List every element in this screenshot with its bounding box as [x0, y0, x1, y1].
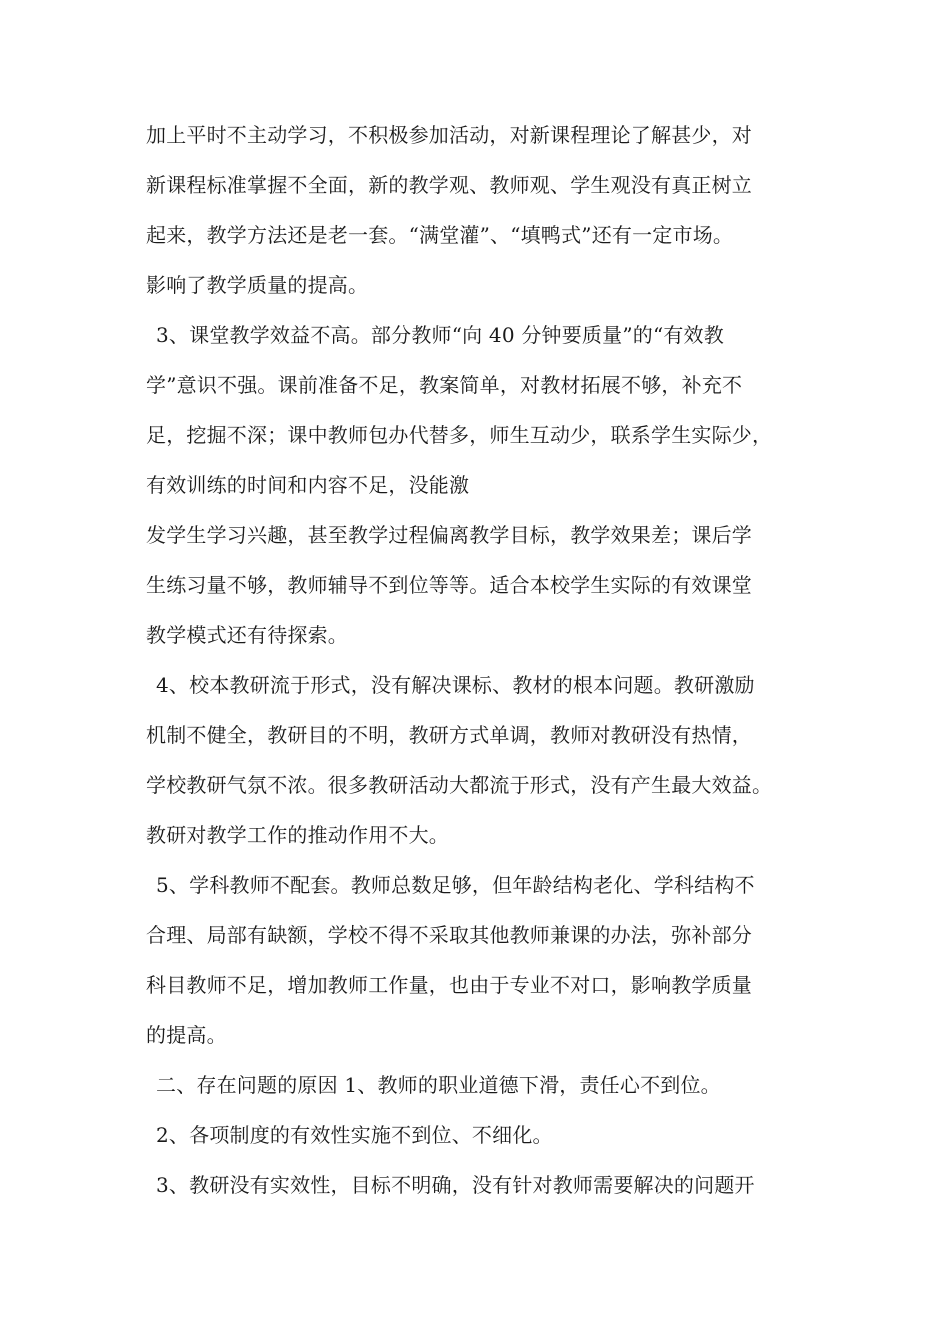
text-line: 加上平时不主动学习，不积极参加活动，对新课程理论了解甚少，对 [146, 123, 752, 147]
text-line: 新课程标准掌握不全面，新的教学观、教师观、学生观没有真正树立 [146, 173, 752, 197]
text-line: 足，挖掘不深；课中教师包办代替多，师生互动少，联系学生实际少， [146, 423, 773, 447]
text-line: 教研对教学工作的推动作用不大。 [146, 823, 449, 847]
text-line: 教学模式还有待探索。 [146, 623, 348, 647]
text-line: 合理、局部有缺额，学校不得不采取其他教师兼课的办法，弥补部分 [146, 923, 752, 947]
text-line: 生练习量不够，教师辅导不到位等等。适合本校学生实际的有效课堂 [146, 573, 752, 597]
text-line: 学校教研气氛不浓。很多教研活动大都流于形式，没有产生最大效益。 [146, 773, 773, 797]
text-line: 的提高。 [146, 1023, 227, 1047]
text-line: 3、课堂教学效益不高。部分教师“向 40 分钟要质量”的“有效教 [156, 323, 724, 347]
text-line: 科目教师不足，增加教师工作量，也由于专业不对口，影响教学质量 [146, 973, 752, 997]
text-line: 有效训练的时间和内容不足，没能激 [146, 473, 470, 497]
text-line: 4、校本教研流于形式，没有解决课标、教材的根本问题。教研激励 [156, 673, 755, 697]
text-line: 二、存在问题的原因 1、教师的职业道德下滑，责任心不到位。 [156, 1073, 721, 1097]
text-line: 机制不健全，教研目的不明，教研方式单调，教师对教研没有热情， [146, 723, 752, 747]
text-line: 5、学科教师不配套。教师总数足够，但年龄结构老化、学科结构不 [156, 873, 755, 897]
text-line: 学”意识不强。课前准备不足，教案简单，对教材拓展不够，补充不 [146, 373, 743, 397]
text-line: 发学生学习兴趣，甚至教学过程偏离教学目标，教学效果差；课后学 [146, 523, 752, 547]
text-line: 起来，教学方法还是老一套。“满堂灌”、“填鸭式”还有一定市场。 [146, 223, 734, 247]
text-line: 影响了教学质量的提高。 [146, 273, 369, 297]
text-line: 3、教研没有实效性，目标不明确，没有针对教师需要解决的问题开 [156, 1173, 755, 1197]
text-line: 2、各项制度的有效性实施不到位、不细化。 [156, 1123, 553, 1147]
